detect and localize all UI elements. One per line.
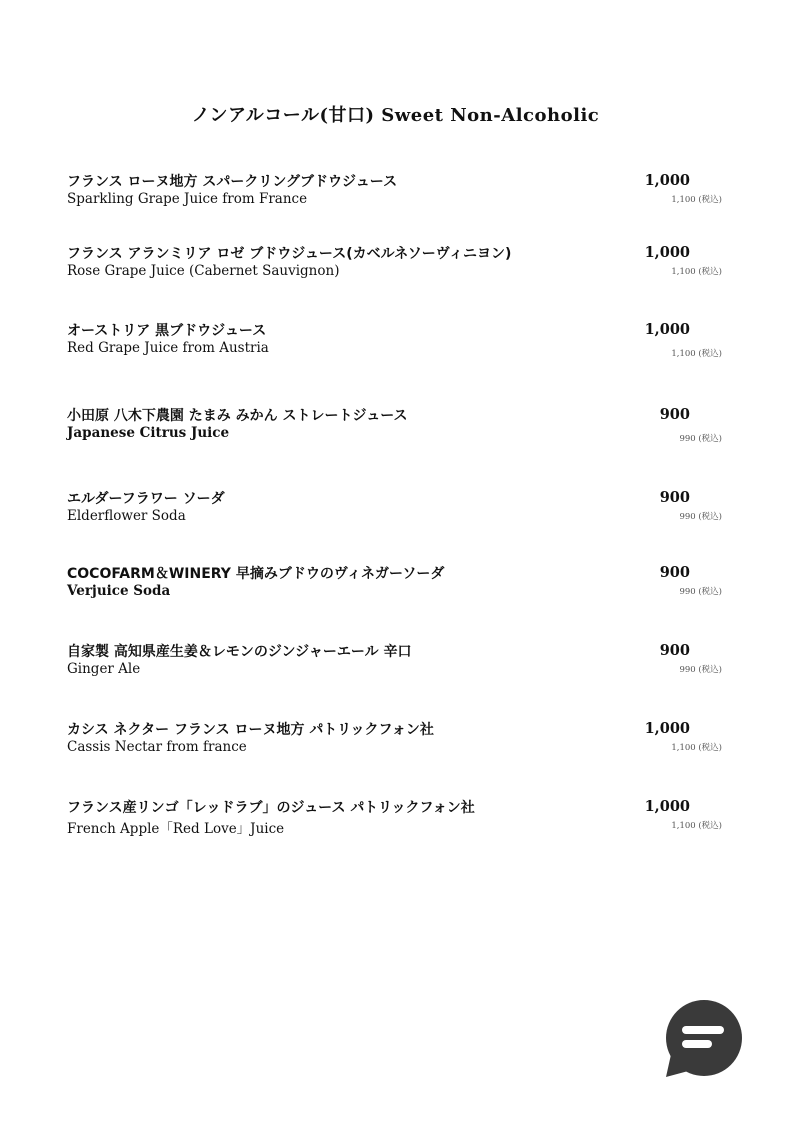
- menu-item: [0, 797, 791, 853]
- item-name-en: Ginger Ale: [67, 661, 141, 677]
- item-price: 900: [659, 564, 690, 581]
- item-price: 1,000: [644, 798, 690, 815]
- item-name-en: French Apple「Red Love」Juice: [67, 821, 285, 837]
- item-name-jp: 自家製 高知県産生姜＆レモンのジンジャーエール 辛口: [67, 644, 412, 660]
- item-name-jp: オーストリア 黒ブドウジュース: [67, 323, 267, 339]
- item-price: 1,000: [644, 172, 690, 189]
- item-name-en: Red Grape Juice from Austria: [67, 340, 269, 356]
- menu-item: [0, 405, 791, 461]
- item-name-jp: 小田原 八木下農園 たまみ みかん ストレートジュース: [67, 408, 408, 424]
- chat-bubble-icon: [666, 1000, 744, 1078]
- item-price: 1,000: [644, 321, 690, 338]
- item-price: 1,000: [644, 720, 690, 737]
- chat-button[interactable]: [666, 1000, 744, 1078]
- item-price-tax: 1,100 (税込): [671, 195, 722, 205]
- item-price-tax: 1,100 (税込): [671, 743, 722, 753]
- item-name-jp: エルダーフラワー ソーダ: [67, 491, 225, 507]
- menu-item: [0, 320, 791, 376]
- menu-item: [0, 563, 791, 619]
- item-name-jp: フランス ローヌ地方 スパークリングブドウジュース: [67, 174, 398, 190]
- item-price-tax: 1,100 (税込): [671, 821, 722, 831]
- menu-item: [0, 641, 791, 697]
- item-price: 1,000: [644, 244, 690, 261]
- menu-item: [0, 488, 791, 544]
- item-price-tax: 990 (税込): [679, 587, 722, 597]
- item-price-tax: 1,100 (税込): [671, 349, 722, 359]
- menu-item: [0, 719, 791, 775]
- menu-title: ノンアルコール(甘口) Sweet Non-Alcoholic: [191, 105, 600, 126]
- item-name-jp: カシス ネクター フランス ローヌ地方 パトリックフォン社: [67, 722, 434, 738]
- item-price-tax: 990 (税込): [679, 434, 722, 444]
- item-name-jp: COCOFARM＆WINERY 早摘みブドウのヴィネガーソーダ: [67, 566, 445, 582]
- item-price-tax: 1,100 (税込): [671, 267, 722, 277]
- menu-item: [0, 171, 791, 227]
- item-price-tax: 990 (税込): [679, 665, 722, 675]
- item-name-en: Cassis Nectar from france: [67, 739, 247, 755]
- item-name-en: Japanese Citrus Juice: [67, 425, 230, 441]
- item-price-tax: 990 (税込): [679, 512, 722, 522]
- item-name-en: Verjuice Soda: [67, 583, 171, 599]
- menu-item: [0, 243, 791, 299]
- item-price: 900: [659, 406, 690, 423]
- item-name-en: Elderflower Soda: [67, 508, 186, 524]
- item-name-en: Sparkling Grape Juice from France: [67, 191, 308, 207]
- item-name-en: Rose Grape Juice (Cabernet Sauvignon): [67, 263, 340, 279]
- item-price: 900: [659, 489, 690, 506]
- item-name-jp: フランス産リンゴ「レッドラブ」のジュース パトリックフォン社: [67, 800, 475, 816]
- item-price: 900: [659, 642, 690, 659]
- item-name-jp: フランス アランミリア ロゼ ブドウジュース(カベルネソーヴィニヨン): [67, 246, 512, 262]
